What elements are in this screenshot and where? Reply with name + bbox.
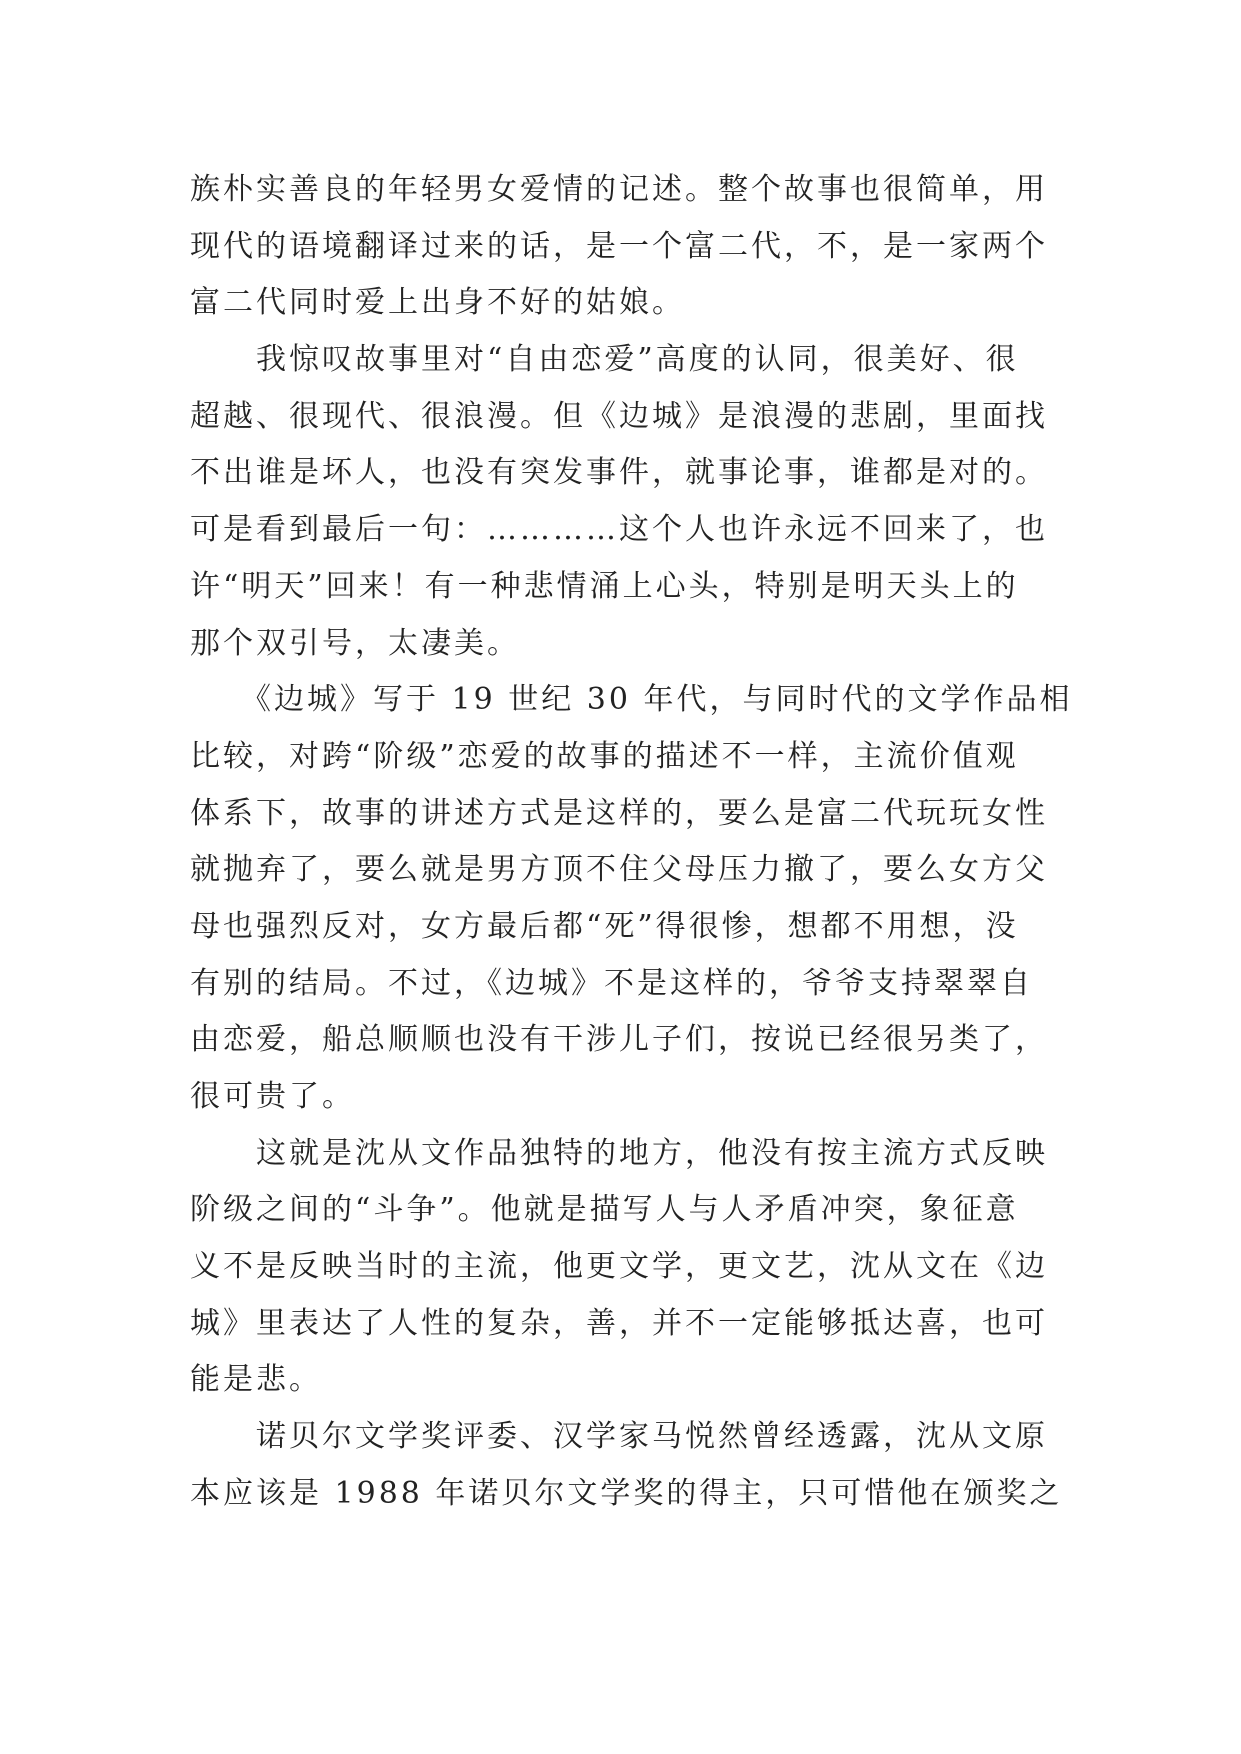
text-line: 我惊叹故事里对“自由恋爱”高度的认同，很美好、很 (190, 342, 1019, 378)
body-text (190, 162, 1073, 1523)
text-line: 族朴实善良的年轻男女爱情的记述。整个故事也很简单，用 (190, 172, 1048, 207)
text-line: 有别的结局。不过，《边城》不是这样的，爷爷支持翠翠自 (190, 965, 1033, 1001)
text-line: 现代的语境翻译过来的话，是一个富二代，不，是一家两个 (190, 228, 1048, 264)
text-line: 富二代同时爱上出身不好的姑娘。 (190, 285, 685, 321)
text-line: 这就是沈从文作品独特的地方，他没有按主流方式反映 (190, 1135, 1048, 1171)
text-line: 很可贵了。 (190, 1079, 355, 1114)
text-line: 能是悲。 (190, 1362, 322, 1398)
text-line: 可是看到最后一句：…………这个人也许永远不回来了，也 (190, 512, 1048, 548)
text-line: 母也强烈反对，女方最后都“死”得很惨，想都不用想，没 (190, 908, 1019, 944)
text-line: 许“明天”回来！有一种悲情涌上心头，特别是明天头上的 (190, 568, 1019, 604)
text-line: 本应该是 1988 年诺贝尔文学奖的得主，只可惜他在颁奖之 (190, 1475, 1063, 1511)
text-line: 体系下，故事的讲述方式是这样的，要么是富二代玩玩女性 (190, 795, 1048, 831)
text-line: 《边城》写于 19 世纪 30 年代，与同时代的文学作品相 (190, 682, 1073, 718)
text-line: 比较，对跨“阶级”恋爱的故事的描述不一样，主流价值观 (190, 738, 1019, 774)
text-line: 不出谁是坏人，也没有突发事件，就事论事，谁都是对的。 (190, 455, 1048, 491)
text-line: 城》里表达了人性的复杂，善，并不一定能够抵达喜，也可 (190, 1305, 1048, 1341)
text-line: 阶级之间的“斗争”。他就是描写人与人矛盾冲突，象征意 (190, 1192, 1019, 1228)
text-line: 就抛弃了，要么就是男方顶不住父母压力撤了，要么女方父 (190, 852, 1048, 888)
text-line: 超越、很现代、很浪漫。但《边城》是浪漫的悲剧，里面找 (190, 398, 1048, 434)
text-line: 由恋爱，船总顺顺也没有干涉儿子们，按说已经很另类了， (190, 1022, 1048, 1058)
text-line: 那个双引号，太凄美。 (190, 625, 520, 661)
text-line: 诺贝尔文学奖评委、汉学家马悦然曾经透露，沈从文原 (190, 1419, 1048, 1455)
text-line: 义不是反映当时的主流，他更文学，更文艺，沈从文在《边 (190, 1249, 1048, 1285)
